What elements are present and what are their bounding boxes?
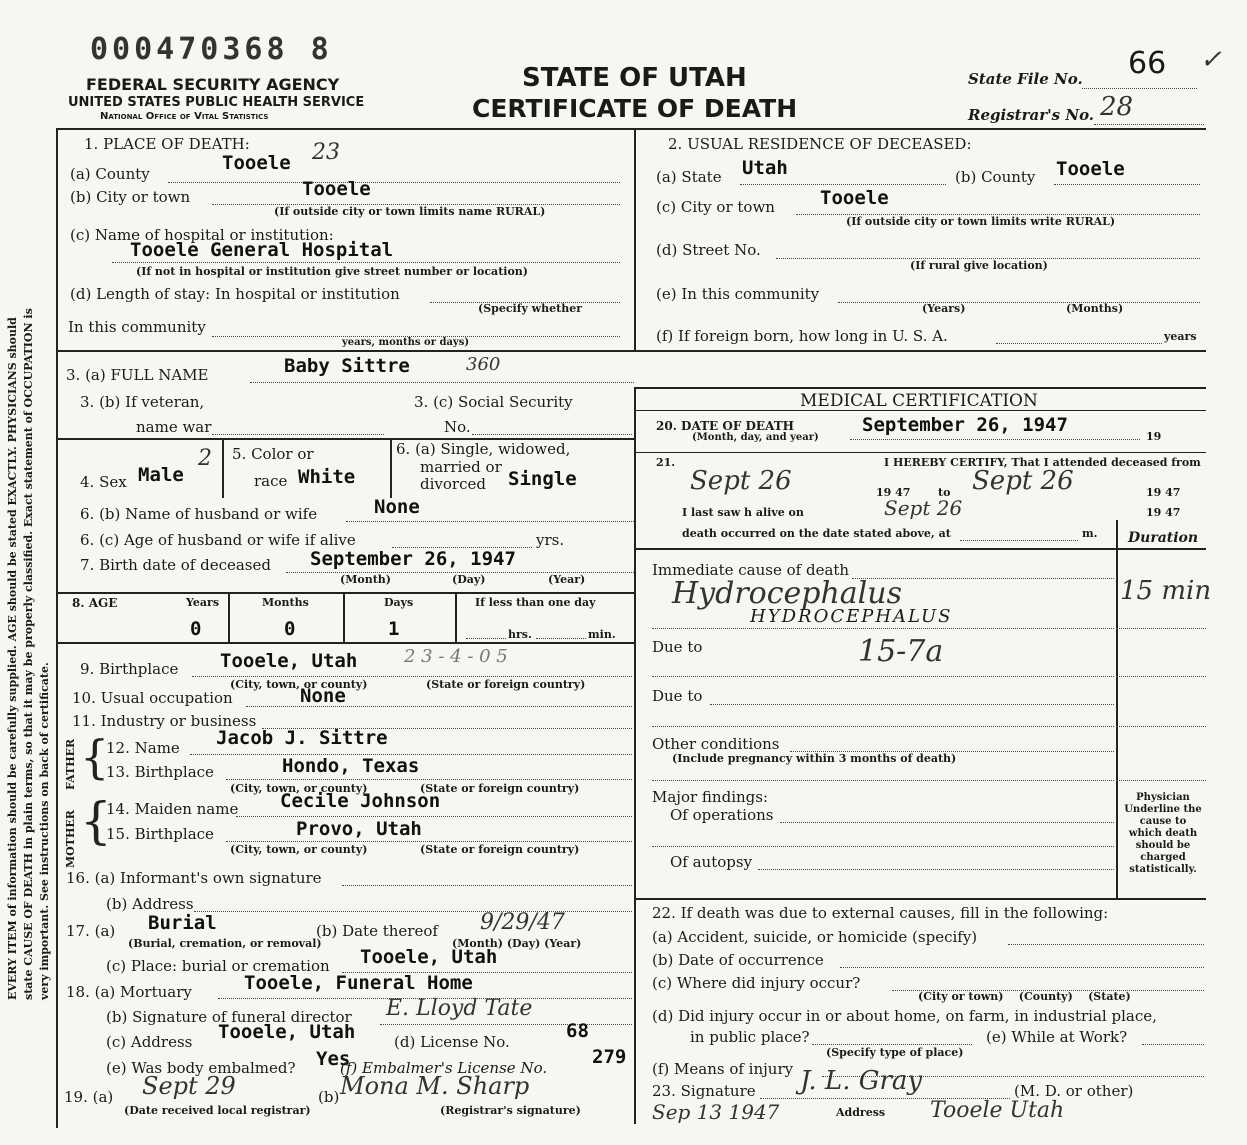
- birthplace-value: Tooele, Utah: [220, 650, 358, 672]
- mother-name-label: 14. Maiden name: [106, 800, 239, 818]
- external-d1: (d) Did injury occur in or about home, on farm, in industrial place,: [652, 1007, 1157, 1025]
- res-city-value: Tooele: [820, 187, 889, 209]
- last-saw-19: 19 47: [1146, 506, 1181, 519]
- director-address-value: Tooele, Utah: [218, 1021, 356, 1043]
- address-bottom-signature: Tooele Utah: [930, 1098, 1065, 1123]
- due-to-2-label: Due to: [652, 687, 703, 705]
- side-instructions-1: EVERY ITEM of information should be carefully supplied. AGE should be stated EXACTLY. PHYSICIANS should: [6, 317, 19, 1000]
- side-instructions-2: state CAUSE OF DEATH in plain terms, so that it may be properly classified. Exact statement of OCCUPATION is: [22, 308, 35, 1000]
- father-bp-note-2: (State or foreign country): [420, 782, 580, 795]
- race-value: White: [298, 466, 356, 488]
- mortuary-label: 18. (a) Mortuary: [66, 983, 192, 1001]
- res-years-label: years: [1164, 330, 1197, 343]
- father-brace-icon: {: [80, 730, 110, 784]
- service-name: UNITED STATES PUBLIC HEALTH SERVICE: [68, 95, 365, 110]
- age-days-head: Days: [384, 596, 414, 609]
- immediate-cause-handwritten: Hydrocephalus: [672, 576, 902, 611]
- death-city-note: (If outside city or town limits name RURAL): [274, 205, 546, 218]
- hospital-value: Tooele General Hospital: [130, 239, 394, 261]
- medical-heading: MEDICAL CERTIFICATION: [800, 391, 1038, 411]
- office-name: National Office of Vital Statistics: [100, 111, 269, 122]
- attended-to: Sept 26: [972, 466, 1074, 496]
- attended-19a: 19 47: [876, 486, 911, 499]
- res-city-note: (If outside city or town limits write RURAL): [846, 215, 1116, 228]
- ss-no-label: No.: [444, 418, 471, 436]
- age-months-value: 0: [284, 618, 296, 640]
- duration-head: Duration: [1128, 530, 1199, 546]
- marital-value: Single: [508, 468, 577, 490]
- birth-day-note: (Day): [452, 573, 486, 586]
- birthplace-label: 9. Birthplace: [80, 660, 179, 678]
- death-county-label: (a) County: [70, 165, 150, 183]
- occupation-value: None: [300, 685, 346, 707]
- embalmed-label: (e) Was body embalmed?: [106, 1059, 296, 1077]
- res-foreign-label: (f) If foreign born, how long in U. S. A.: [656, 327, 948, 345]
- full-name-label: 3. (a) FULL NAME: [66, 366, 209, 384]
- death-date-label: 20. DATE OF DEATH: [656, 419, 794, 433]
- age-less-day-head: If less than one day: [475, 596, 596, 609]
- birth-date-label: 7. Birth date of deceased: [80, 556, 271, 574]
- birthplace-code-annotation: 2 3 - 4 - 0 5: [404, 646, 508, 667]
- yrs-label: yrs.: [536, 531, 565, 549]
- embalmer-value: 279: [592, 1046, 627, 1068]
- state-title: STATE OF UTAH: [522, 63, 747, 93]
- res-street-label: (d) Street No.: [656, 241, 761, 259]
- external-heading: 22. If death was due to external causes, fill in the following:: [652, 904, 1109, 922]
- mother-birthplace-label: 15. Birthplace: [106, 825, 214, 843]
- major-findings-label: Major findings:: [652, 788, 769, 806]
- director-label: (b) Signature of funeral director: [106, 1008, 352, 1026]
- last-saw-label: I last saw h alive on: [682, 506, 804, 519]
- license-label: (d) License No.: [394, 1033, 510, 1051]
- duration-value: 15 min: [1120, 576, 1212, 606]
- stay-label: (d) Length of stay: In hospital or institution: [70, 285, 400, 303]
- death-city-value: Tooele: [302, 178, 371, 200]
- hospital-label: (c) Name of hospital or institution:: [70, 226, 334, 244]
- full-name-value: Baby Sittre: [284, 355, 410, 377]
- res-state-value: Utah: [742, 157, 788, 179]
- res-community-label: (e) In this community: [656, 285, 820, 303]
- registrar-number: 28: [1100, 92, 1134, 122]
- age-label: 8. AGE: [72, 596, 118, 610]
- to-label: to: [938, 486, 951, 499]
- stay-note: (Specify whether: [478, 302, 583, 315]
- state-file-label: State File No.: [968, 70, 1083, 88]
- side-instructions-3: very important. See instructions on back of certificate.: [38, 662, 51, 1000]
- state-file-number: 66: [1128, 46, 1167, 81]
- birthplace-note-2: (State or foreign country): [426, 678, 586, 691]
- burial-label: 17. (a): [66, 922, 116, 940]
- registrar-sig-note: (Registrar's signature): [440, 1104, 581, 1117]
- marital-label-3: divorced: [420, 475, 486, 493]
- res-street-note: (If rural give location): [910, 259, 1048, 272]
- color-label: 5. Color or: [232, 445, 314, 463]
- external-c-note: (City or town) (County) (State): [918, 990, 1131, 1003]
- attended-19b: 19 47: [1146, 486, 1181, 499]
- community-label: In this community: [68, 318, 206, 336]
- county-code-annotation: 23: [312, 140, 340, 165]
- place-of-death-heading: 1. PLACE OF DEATH:: [84, 135, 250, 153]
- informant-address-label: (b) Address: [106, 895, 194, 913]
- min-label: min.: [588, 628, 616, 641]
- physician-signature: J. L. Gray: [800, 1066, 923, 1096]
- occupation-label: 10. Usual occupation: [72, 689, 233, 707]
- sex-label: 4. Sex: [80, 473, 127, 491]
- burial-value: Burial: [148, 912, 217, 934]
- certificate-title: CERTIFICATE OF DEATH: [472, 94, 798, 123]
- birth-month-note: (Month): [340, 573, 391, 586]
- res-county-value: Tooele: [1056, 158, 1125, 180]
- registrar-date-note: (Date received local registrar): [124, 1104, 311, 1117]
- death-date-value: September 26, 1947: [862, 414, 1068, 436]
- last-saw-value: Sept 26: [884, 496, 963, 520]
- m-label: m.: [1082, 527, 1098, 540]
- res-years-note: (Years): [922, 302, 966, 315]
- external-b: (b) Date of occurrence: [652, 951, 824, 969]
- external-d-note: (Specify type of place): [826, 1046, 964, 1059]
- mother-bp-note-2: (State or foreign country): [420, 843, 580, 856]
- community-note: years, months or days): [342, 337, 470, 348]
- father-name-label: 12. Name: [106, 739, 180, 757]
- father-birthplace-label: 13. Birthplace: [106, 763, 214, 781]
- res-months-note: (Months): [1066, 302, 1124, 315]
- death-county-value: Tooele: [222, 152, 291, 174]
- registrar-label: Registrar's No.: [968, 106, 1095, 124]
- registrar-signature-scrawl: Mona M. Sharp: [340, 1072, 530, 1100]
- marital-label-1: 6. (a) Single, widowed,: [396, 440, 571, 458]
- agency-name: FEDERAL SECURITY AGENCY: [86, 75, 340, 94]
- external-c: (c) Where did injury occur?: [652, 974, 861, 992]
- burial-note: (Burial, cremation, or removal): [128, 937, 322, 950]
- res-state-label: (a) State: [656, 168, 722, 186]
- certify-number: 21.: [656, 456, 676, 469]
- embalmed-value: Yes: [316, 1048, 351, 1070]
- death-date-19: 19: [1146, 430, 1162, 443]
- hrs-label: hrs.: [508, 628, 532, 641]
- hospital-note: (If not in hospital or institution give street number or location): [136, 265, 528, 278]
- registrar-date-value: Sept 29: [142, 1072, 236, 1100]
- marital-label-2: married or: [420, 458, 502, 476]
- attended-from: Sept 26: [690, 466, 792, 496]
- res-city-label: (c) City or town: [656, 198, 775, 216]
- file-number-top: 000470368 8: [90, 32, 333, 67]
- sex-value: Male: [138, 464, 184, 486]
- operations-label: Of operations: [670, 806, 774, 824]
- spouse-value: None: [374, 496, 420, 518]
- physician-note: Physician Underline the cause to which death should be charged statistically.: [1124, 792, 1202, 875]
- veteran-label: 3. (b) If veteran,: [80, 393, 205, 411]
- father-side-label: FATHER: [64, 738, 77, 790]
- other-conditions-label: Other conditions: [652, 735, 780, 753]
- sex-code-annotation: 2: [198, 446, 212, 471]
- burial-date-value: 9/29/47: [480, 910, 565, 935]
- burial-place-value: Tooele, Utah: [360, 946, 498, 968]
- certify-text: I HEREBY CERTIFY, That I attended deceased from: [884, 456, 1201, 469]
- age-years-value: 0: [190, 618, 202, 640]
- external-a: (a) Accident, suicide, or homicide (specify): [652, 928, 978, 946]
- father-name-value: Jacob J. Sittre: [216, 727, 388, 749]
- embalmer-label: (f) Embalmer's License No.: [340, 1059, 548, 1077]
- registrar-date-label: 19. (a): [64, 1088, 114, 1106]
- director-signature: E. Lloyd Tate: [386, 996, 533, 1021]
- bottom-date: Sep 13 1947: [652, 1100, 780, 1124]
- spouse-age-label: 6. (c) Age of husband or wife if alive: [80, 531, 356, 549]
- external-f: (f) Means of injury: [652, 1060, 794, 1078]
- mortuary-value: Tooele, Funeral Home: [244, 972, 473, 994]
- mother-bp-note-1: (City, town, or county): [230, 843, 368, 856]
- mother-brace-icon: {: [80, 792, 112, 850]
- name-code-annotation: 360: [466, 354, 501, 375]
- mother-side-label: MOTHER: [64, 810, 77, 868]
- registrar-sig-label: (b): [318, 1088, 340, 1106]
- age-years-head: Years: [186, 596, 220, 609]
- license-value: 68: [566, 1020, 589, 1042]
- spouse-label: 6. (b) Name of husband or wife: [80, 505, 318, 523]
- birth-date-value: September 26, 1947: [310, 548, 516, 570]
- immediate-label: Immediate cause of death: [652, 561, 850, 579]
- occurred-label: death occurred on the date stated above, at: [682, 527, 951, 540]
- father-birthplace-value: Hondo, Texas: [282, 755, 420, 777]
- industry-label: 11. Industry or business: [72, 712, 257, 730]
- external-d2: in public place?: [690, 1028, 810, 1046]
- autopsy-label: Of autopsy: [670, 853, 753, 871]
- immediate-cause-typed: HYDROCEPHALUS: [750, 606, 953, 627]
- res-county-label: (b) County: [955, 168, 1036, 186]
- informant-label: 16. (a) Informant's own signature: [66, 869, 322, 887]
- md-label: (M. D. or other): [1014, 1082, 1134, 1100]
- signature-label: 23. Signature: [652, 1082, 756, 1100]
- burial-date-label: (b) Date thereof: [316, 922, 438, 940]
- mother-name-value: Cecile Johnson: [280, 790, 441, 812]
- address-bottom-label: Address: [836, 1106, 886, 1119]
- death-city-label: (b) City or town: [70, 188, 191, 206]
- race-label: race: [254, 472, 288, 490]
- director-address-label: (c) Address: [106, 1033, 193, 1051]
- burial-date-note: (Month) (Day) (Year): [452, 937, 582, 950]
- residence-heading: 2. USUAL RESIDENCE OF DECEASED:: [668, 135, 972, 153]
- due-to-1-label: Due to: [652, 638, 703, 656]
- due-to-1-value: 15-7a: [858, 634, 944, 669]
- age-days-value: 1: [388, 618, 400, 640]
- war-label: name war: [136, 418, 212, 436]
- external-e: (e) While at Work?: [986, 1028, 1128, 1046]
- mother-birthplace-value: Provo, Utah: [296, 818, 422, 840]
- birthplace-note-1: (City, town, or county): [230, 678, 368, 691]
- death-date-note: (Month, day, and year): [692, 432, 819, 443]
- check-mark-icon: ✓: [1200, 45, 1222, 75]
- father-bp-note-1: (City, town, or county): [230, 782, 368, 795]
- burial-place-label: (c) Place: burial or cremation: [106, 957, 330, 975]
- other-conditions-note: (Include pregnancy within 3 months of death): [672, 752, 957, 765]
- birth-year-note: (Year): [548, 573, 586, 586]
- age-months-head: Months: [262, 596, 309, 609]
- ss-label: 3. (c) Social Security: [414, 393, 573, 411]
